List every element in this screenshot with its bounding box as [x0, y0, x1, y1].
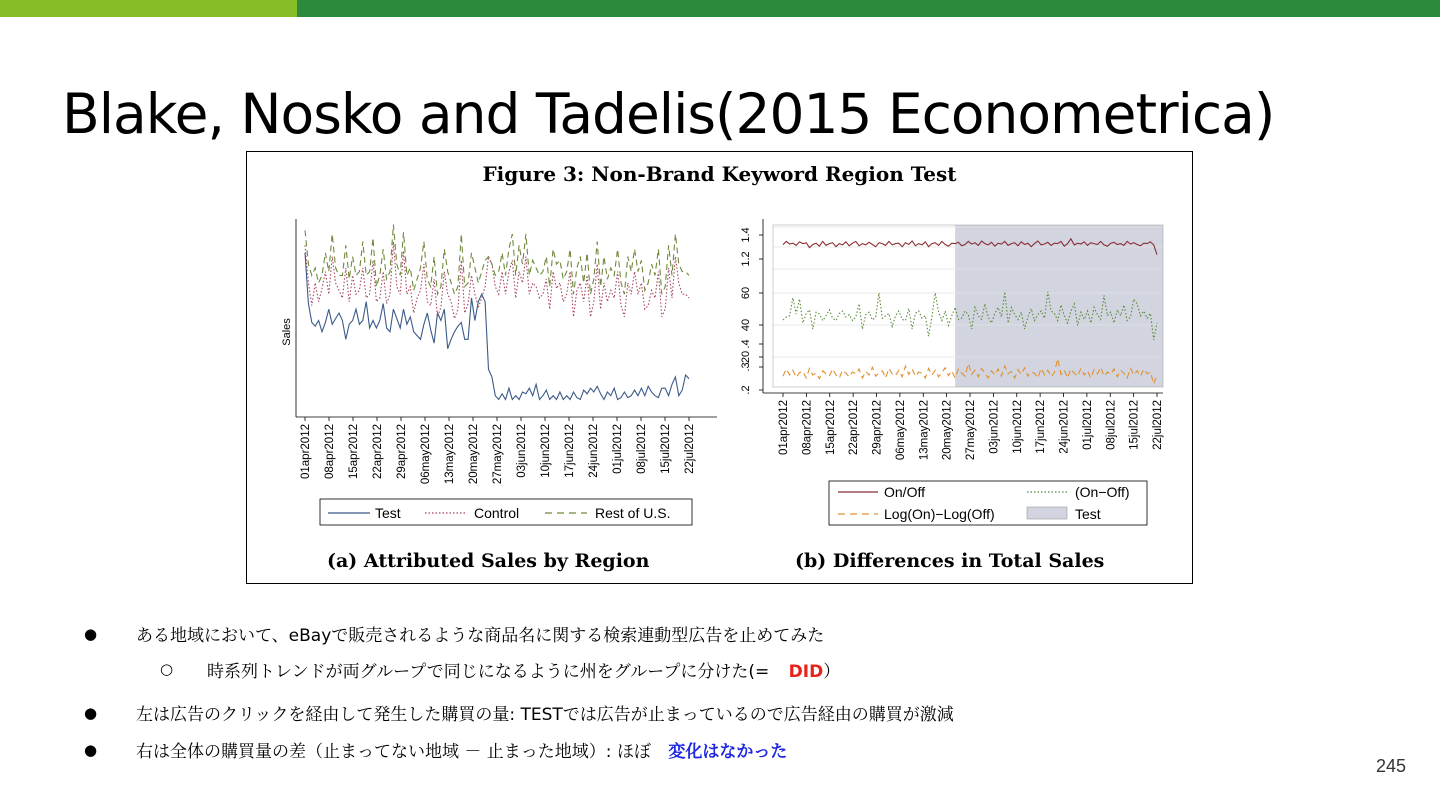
bullet-item-2: 左は広告のクリックを経由して発生した購買の量: TESTでは広告が止まっているので広告経由の購買が激減	[136, 705, 954, 725]
x-tick-label-a: 24jun2012	[588, 424, 600, 478]
x-tick-label-a: 22jul2012	[684, 424, 696, 474]
x-tick-label-a: 06may2012	[420, 424, 432, 485]
x-tick-label-a: 15jul2012	[660, 424, 672, 474]
x-tick-label-a: 01apr2012	[300, 424, 312, 479]
legend-a	[320, 499, 692, 525]
sub-bullet-item	[207, 657, 840, 682]
series-line-rest-of-u-s-	[305, 225, 689, 295]
figure-title: Figure 3: Non-Brand Keyword Region Test	[482, 162, 957, 186]
x-tick-label-b: 20may2012	[941, 400, 954, 461]
x-tick-label-b: 06may2012	[894, 400, 907, 461]
x-tick-label-b: 17jun2012	[1035, 400, 1048, 454]
x-tick-label-a: 08jul2012	[636, 424, 648, 474]
x-tick-label-b: 01apr2012	[778, 400, 790, 455]
did-highlight: DID	[788, 662, 824, 682]
bullet-item-3-text: 右は全体の購買量の差（止まってない地域 － 止まった地域）: ほぼ	[136, 742, 651, 762]
x-tick-label-a: 20may2012	[468, 424, 480, 485]
sub-bullet-text: 時系列トレンドが両グループで同じになるように州をグループに分けた(=	[207, 662, 770, 682]
slide-title: Blake, Nosko and Tadelis(2015 Econometrica)	[62, 82, 1275, 146]
caption-a: (a) Attributed Sales by Region	[327, 550, 650, 572]
caption-b: (b) Differences in Total Sales	[795, 550, 1105, 572]
bullet-marker: ●	[84, 625, 98, 643]
legend-log-label: Log(On)−Log(Off)	[884, 506, 995, 522]
x-tick-label-a: 22apr2012	[372, 424, 384, 479]
series-line-test	[305, 253, 689, 400]
bullet-marker: ●	[84, 704, 98, 722]
figure-image	[246, 151, 1193, 584]
x-tick-label-a: 13may2012	[444, 424, 456, 485]
y-tick-label-b: 20	[740, 350, 752, 364]
x-tick-label-b: 08jul2012	[1105, 400, 1118, 450]
chart-attributed-sales	[277, 207, 747, 587]
y-tick-label-b: .2	[740, 385, 752, 395]
series-line-control	[305, 242, 689, 319]
accent-bar-left	[0, 0, 297, 17]
x-tick-label-b: 13may2012	[918, 400, 931, 461]
legend-onoff-label: On/Off	[884, 484, 925, 500]
x-tick-label-b: 01jul2012	[1081, 400, 1094, 450]
x-tick-label-b: 15apr2012	[824, 400, 837, 455]
y-tick-label-b: .3	[740, 362, 752, 372]
x-tick-label-b: 15jul2012	[1128, 400, 1141, 450]
y-tick-label-b: 40	[740, 318, 752, 332]
x-tick-label-a: 29apr2012	[396, 424, 408, 479]
x-tick-label-a: 17jun2012	[564, 424, 576, 478]
accent-bar-right	[297, 0, 1440, 17]
x-tick-label-b: 03jun2012	[988, 400, 1001, 454]
x-tick-label-b: 29apr2012	[871, 400, 884, 455]
legend-b	[829, 481, 1147, 525]
legend-rest-label: Rest of U.S.	[595, 505, 671, 521]
x-tick-label-a: 10jun2012	[540, 424, 552, 478]
y-tick-label-b: .4	[740, 339, 752, 349]
legend-test-shade-swatch	[1027, 507, 1067, 519]
no-change-highlight: 変化はなかった	[668, 742, 788, 762]
x-tick-label-a: 27may2012	[492, 424, 504, 485]
chart-differences	[727, 207, 1167, 587]
y-tick-label-b: 1.2	[740, 251, 752, 267]
sub-bullet-marker: ○	[160, 660, 174, 678]
x-tick-label-b: 10jun2012	[1011, 400, 1024, 454]
x-tick-label-a: 08apr2012	[324, 424, 336, 479]
bullet-item-3	[136, 737, 787, 762]
legend-test-label: Test	[375, 505, 401, 521]
legend-control-label: Control	[474, 505, 520, 521]
x-tick-label-a: 03jun2012	[516, 424, 528, 478]
sub-bullet-after: ）	[823, 662, 841, 682]
page-number: 245	[1375, 756, 1406, 776]
x-tick-label-b: 22apr2012	[848, 400, 861, 455]
y-tick-label-b: 1.4	[740, 227, 752, 243]
x-tick-label-b: 22jul2012	[1152, 400, 1164, 450]
legend-diff-label: (On−Off)	[1075, 484, 1130, 500]
y-axis-label-a: Sales	[281, 318, 293, 346]
x-tick-label-b: 24jun2012	[1058, 400, 1071, 454]
x-tick-label-a: 15apr2012	[348, 424, 360, 479]
legend-test-period-label: Test	[1075, 506, 1101, 522]
x-tick-label-b: 27may2012	[965, 400, 977, 461]
bullet-marker: ●	[84, 741, 98, 759]
y-tick-label-b: 60	[740, 286, 752, 300]
x-tick-label-b: 08apr2012	[801, 400, 814, 455]
x-tick-label-a: 01jul2012	[612, 424, 624, 474]
bullet-item-1: ある地域において、eBayで販売されるような商品名に関する検索連動型広告を止めてみた	[136, 626, 825, 646]
